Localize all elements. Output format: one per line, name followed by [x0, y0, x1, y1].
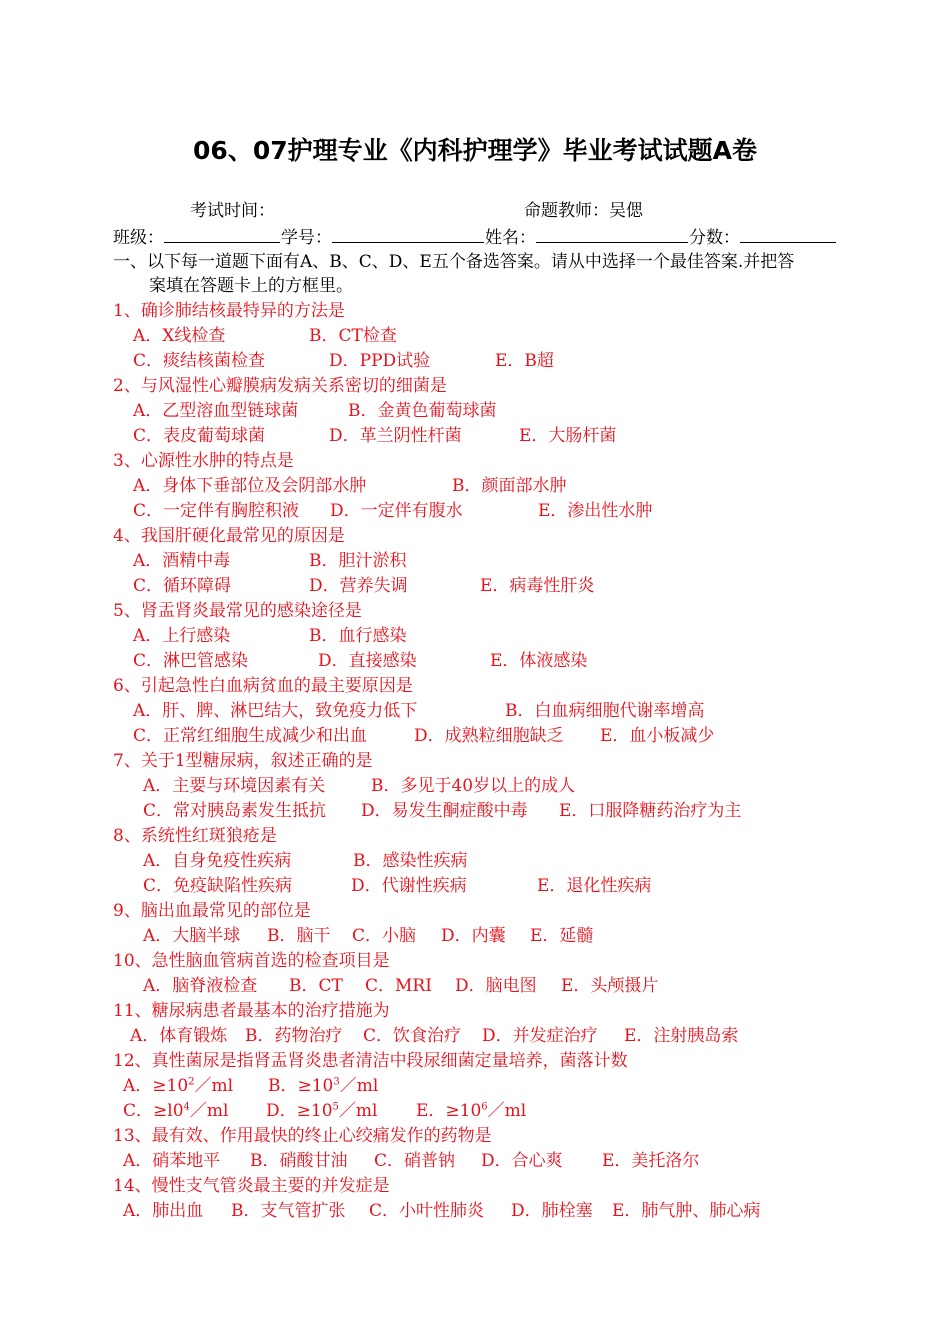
- option-exponent: 4: [183, 1101, 190, 1113]
- question-5-option-C: C．淋巴管感染: [133, 651, 249, 671]
- question-10-option-D: D．脑电图: [455, 976, 537, 996]
- question-6-option-D: D．成熟粒细胞缺乏: [414, 726, 564, 746]
- question-11-option-D: D．并发症治疗: [482, 1026, 598, 1046]
- question-5-option-B: B．血行感染: [309, 626, 407, 646]
- exam-title: 06、07护理专业《内科护理学》毕业考试试题A卷: [193, 136, 757, 165]
- score-field: [689, 225, 836, 250]
- question-3-option-E: E．渗出性水肿: [538, 501, 653, 521]
- question-11-stem: 11、糖尿病患者最基本的治疗措施为: [113, 1001, 390, 1021]
- question-12-option-E: [416, 1099, 526, 1123]
- question-6-option-B: B．白血病细胞代谢率增高: [505, 701, 705, 721]
- question-4-option-B: B．胆汁淤积: [309, 551, 407, 571]
- name-label: 姓名：: [485, 228, 536, 248]
- question-9-stem: 9、脑出血最常见的部位是: [113, 901, 311, 921]
- question-8-option-E: E．退化性疾病: [537, 876, 652, 896]
- name-field: [485, 225, 688, 250]
- class-label: 班级：: [113, 228, 164, 248]
- option-unit: ／ml: [339, 1076, 379, 1096]
- option-exponent: 2: [188, 1076, 195, 1088]
- option-unit: ／ml: [189, 1101, 229, 1121]
- question-7-option-C: C．常对胰岛素发生抵抗: [143, 801, 327, 821]
- question-4-option-E: E．病毒性肝炎: [480, 576, 595, 596]
- question-14-option-B: B．支气管扩张: [231, 1201, 346, 1221]
- option-unit: ／ml: [487, 1101, 527, 1121]
- teacher-label: 命题教师：吴偲: [524, 201, 643, 221]
- question-4-option-C: C．循环障碍: [133, 576, 232, 596]
- question-7-option-E: E．口服降糖药治疗为主: [559, 801, 742, 821]
- question-2-option-A: A．乙型溶血型链球菌: [133, 401, 299, 421]
- question-8-option-A: A．自身免疫性疾病: [143, 851, 292, 871]
- question-8-option-B: B．感染性疾病: [353, 851, 468, 871]
- question-1-option-C: C．痰结核菌检查: [133, 351, 266, 371]
- question-9-option-D: D．内囊: [441, 926, 506, 946]
- instructions-line-2: 案填在答题卡上的方框里。: [149, 276, 353, 296]
- name-blank: [536, 225, 688, 243]
- question-10-option-B: B．CT: [289, 976, 343, 996]
- question-10-option-C: C．MRI: [365, 976, 432, 996]
- question-3-option-B: B．颜面部水肿: [452, 476, 567, 496]
- question-12-stem: 12、真性菌尿是指肾盂肾炎患者清洁中段尿细菌定量培养，菌落计数: [113, 1051, 628, 1071]
- option-base: E．≥10: [416, 1101, 482, 1121]
- question-7-option-B: B．多见于40岁以上的成人: [371, 776, 576, 796]
- class-blank: [164, 225, 280, 243]
- question-1-stem: 1、确诊肺结核最特异的方法是: [113, 301, 345, 321]
- exam-time-label: 考试时间：: [190, 201, 275, 221]
- option-base: D．≥10: [266, 1101, 333, 1121]
- question-5-stem: 5、肾盂肾炎最常见的感染途径是: [113, 601, 362, 621]
- option-exponent: 3: [333, 1076, 340, 1088]
- question-2-stem: 2、与风湿性心瓣膜病发病关系密切的细菌是: [113, 376, 447, 396]
- question-6-option-E: E．血小板减少: [600, 726, 715, 746]
- question-9-option-B: B．脑干: [267, 926, 331, 946]
- question-8-option-C: C．免疫缺陷性疾病: [143, 876, 293, 896]
- question-13-option-C: C．硝普钠: [374, 1151, 456, 1171]
- option-base: C．≥l0: [123, 1101, 184, 1121]
- question-7-option-D: D．易发生酮症酸中毒: [361, 801, 528, 821]
- question-1-option-E: E．B超: [495, 351, 554, 371]
- option-base: A．≥10: [123, 1076, 189, 1096]
- class-field: [113, 225, 280, 250]
- score-label: 分数：: [689, 228, 740, 248]
- question-12-option-D: [266, 1099, 377, 1123]
- id-field: [281, 225, 484, 250]
- option-exponent: 6: [481, 1101, 488, 1113]
- question-2-option-B: B．金黄色葡萄球菌: [348, 401, 497, 421]
- question-5-option-E: E．体液感染: [490, 651, 588, 671]
- question-14-option-D: D．肺栓塞: [511, 1201, 593, 1221]
- question-2-option-C: C．表皮葡萄球菌: [133, 426, 266, 446]
- question-9-option-E: E．延髓: [530, 926, 594, 946]
- question-13-option-D: D．合心爽: [481, 1151, 563, 1171]
- question-9-option-A: A．大脑半球: [143, 926, 241, 946]
- question-13-option-A: A．硝苯地平: [123, 1151, 221, 1171]
- option-exponent: 5: [332, 1101, 339, 1113]
- id-blank: [332, 225, 484, 243]
- question-13-stem: 13、最有效、作用最快的终止心绞痛发作的药物是: [113, 1126, 492, 1146]
- question-2-option-E: E．大肠杆菌: [519, 426, 617, 446]
- question-1-option-A: A．X线检查: [133, 326, 226, 346]
- question-1-option-D: D．PPD试验: [329, 351, 431, 371]
- question-12-option-C: [123, 1099, 228, 1123]
- question-10-option-A: A．脑脊液检查: [143, 976, 258, 996]
- question-14-stem: 14、慢性支气管炎最主要的并发症是: [113, 1176, 390, 1196]
- question-4-option-A: A．酒精中毒: [133, 551, 231, 571]
- instructions-line-1: 一、以下每一道题下面有A、B、C、D、E五个备选答案。请从中选择一个最佳答案.并把答: [113, 252, 795, 272]
- id-label: 学号：: [281, 228, 332, 248]
- question-5-option-A: A．上行感染: [133, 626, 231, 646]
- question-10-stem: 10、急性脑血管病首选的检查项目是: [113, 951, 390, 971]
- question-14-option-E: E．肺气肿、肺心病: [612, 1201, 761, 1221]
- option-base: B．≥10: [268, 1076, 334, 1096]
- question-5-option-D: D．直接感染: [318, 651, 417, 671]
- question-10-option-E: E．头颅摄片: [561, 976, 659, 996]
- question-14-option-C: C．小叶性肺炎: [369, 1201, 485, 1221]
- question-2-option-D: D．革兰阴性杆菌: [329, 426, 462, 446]
- question-12-option-A: [123, 1074, 233, 1098]
- question-8-option-D: D．代谢性疾病: [351, 876, 467, 896]
- question-11-option-B: B．药物治疗: [245, 1026, 343, 1046]
- score-blank: [740, 225, 836, 243]
- question-3-option-D: D．一定伴有腹水: [330, 501, 463, 521]
- question-6-stem: 6、引起急性白血病贫血的最主要原因是: [113, 676, 413, 696]
- question-3-option-A: A．身体下垂部位及会阴部水肿: [133, 476, 367, 496]
- question-8-stem: 8、系统性红斑狼疮是: [113, 826, 277, 846]
- question-4-option-D: D．营养失调: [309, 576, 408, 596]
- option-unit: ／ml: [194, 1076, 234, 1096]
- option-unit: ／ml: [338, 1101, 378, 1121]
- question-4-stem: 4、我国肝硬化最常见的原因是: [113, 526, 345, 546]
- question-3-stem: 3、心源性水肿的特点是: [113, 451, 294, 471]
- question-11-option-A: A．体育锻炼: [130, 1026, 228, 1046]
- question-9-option-C: C．小脑: [352, 926, 417, 946]
- question-13-option-E: E．美托洛尔: [602, 1151, 700, 1171]
- question-1-option-B: B．CT检查: [309, 326, 397, 346]
- question-7-option-A: A．主要与环境因素有关: [143, 776, 326, 796]
- question-6-option-A: A．肝、脾、淋巴结大，致免疫力低下: [133, 701, 418, 721]
- question-11-option-C: C．饮食治疗: [363, 1026, 462, 1046]
- question-6-option-C: C．正常红细胞生成减少和出血: [133, 726, 368, 746]
- question-12-option-B: [268, 1074, 378, 1098]
- question-14-option-A: A．肺出血: [123, 1201, 204, 1221]
- question-7-stem: 7、关于1型糖尿病，叙述正确的是: [113, 751, 373, 771]
- question-13-option-B: B．硝酸甘油: [250, 1151, 348, 1171]
- question-3-option-C: C．一定伴有胸腔积液: [133, 501, 300, 521]
- question-11-option-E: E．注射胰岛索: [624, 1026, 739, 1046]
